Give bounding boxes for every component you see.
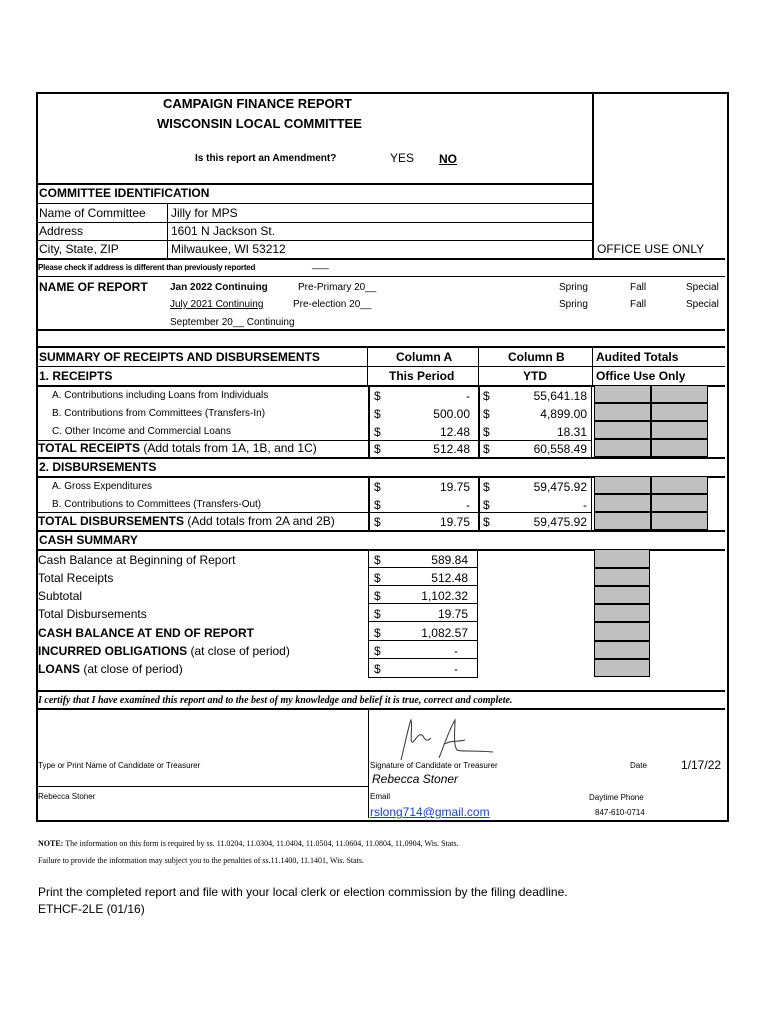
report-spring-1[interactable]: Spring — [559, 282, 588, 293]
audited-cell — [651, 494, 708, 512]
receipts-c-ytd[interactable]: 18.31 — [556, 425, 587, 439]
audited-cell — [651, 476, 708, 494]
report-title-line2: WISCONSIN LOCAL COMMITTEE — [157, 116, 362, 131]
amendment-question: Is this report an Amendment? — [195, 153, 337, 164]
committee-section-title: COMMITTEE IDENTIFICATION — [39, 186, 210, 200]
divider — [36, 512, 591, 513]
audited-cell — [651, 439, 708, 457]
audited-cell — [651, 403, 708, 421]
divider — [368, 603, 477, 604]
disbursements-b-period[interactable]: - — [466, 498, 470, 512]
city-label: City, State, ZIP — [39, 242, 119, 256]
receipts-b-ytd[interactable]: 4,899.00 — [540, 407, 587, 421]
filing-instruction: Print the completed report and file with your local clerk or election commission by the filing deadline. — [38, 885, 568, 899]
disbursements-total-bold: TOTAL DISBURSEMENTS — [38, 514, 185, 528]
currency-symbol: $ — [374, 515, 381, 529]
currency-symbol: $ — [374, 589, 381, 603]
divider — [368, 640, 477, 641]
committee-name-value[interactable]: Jilly for MPS — [171, 206, 238, 220]
print-name-label: Type or Print Name of Candidate or Treasurer — [38, 761, 201, 770]
audited-cell — [594, 476, 651, 494]
legal-note-label: NOTE: — [38, 839, 64, 848]
divider — [36, 222, 594, 223]
receipts-total-ytd[interactable]: 60,558.49 — [533, 442, 587, 456]
divider — [478, 346, 479, 386]
divider — [36, 346, 725, 348]
divider — [36, 183, 594, 185]
cash-subtotal-label: Subtotal — [38, 589, 83, 603]
divider — [36, 329, 725, 331]
disbursements-b-ytd[interactable]: - — [583, 498, 587, 512]
divider — [368, 621, 477, 622]
divider — [36, 258, 725, 260]
currency-symbol: $ — [374, 498, 381, 512]
receipts-total-period[interactable]: 512.48 — [433, 442, 470, 456]
address-label: Address — [39, 224, 84, 238]
currency-symbol: $ — [374, 626, 381, 640]
divider — [36, 708, 725, 710]
divider — [36, 530, 725, 532]
address-change-note: Please check if address is different than previously reported — [38, 263, 256, 272]
report-title-line1: CAMPAIGN FINANCE REPORT — [163, 96, 352, 111]
currency-symbol: $ — [483, 480, 490, 494]
report-spring-2[interactable]: Spring — [559, 299, 588, 310]
audited-cell — [594, 403, 651, 421]
audited-cell — [594, 568, 650, 586]
audited-cell — [594, 622, 650, 641]
currency-symbol: $ — [483, 389, 490, 403]
divider — [368, 585, 477, 586]
receipts-b-period[interactable]: 500.00 — [433, 407, 470, 421]
receipts-a-period[interactable]: - — [466, 389, 470, 403]
obligations-value[interactable]: - — [454, 644, 458, 658]
certify-statement: I certify that I have examined this report and to the best of my knowledge and belief it is true, correct and complete. — [38, 695, 513, 706]
disbursements-total-period[interactable]: 19.75 — [439, 515, 470, 529]
receipts-b-label: B. Contributions from Committees (Transfers-In) — [52, 408, 266, 419]
currency-symbol: $ — [374, 571, 381, 585]
currency-symbol: $ — [374, 553, 381, 567]
cash-summary-title: CASH SUMMARY — [39, 533, 138, 547]
committee-name-label: Name of Committee — [39, 206, 146, 220]
report-sept[interactable]: September 20__ Continuing — [170, 317, 295, 328]
currency-symbol: $ — [483, 498, 490, 512]
currency-symbol: $ — [483, 425, 490, 439]
amendment-no[interactable]: NO — [439, 152, 457, 166]
loans-label — [38, 662, 183, 676]
divider — [36, 457, 725, 459]
column-a-sub: This Period — [389, 369, 455, 383]
currency-symbol: $ — [374, 480, 381, 494]
currency-symbol: $ — [374, 662, 381, 676]
obligations-label — [38, 644, 290, 658]
currency-symbol: $ — [483, 442, 490, 456]
divider — [167, 203, 168, 258]
receipts-total-label — [38, 441, 317, 455]
date-label: Date — [630, 761, 647, 770]
audited-cell — [651, 385, 708, 403]
legal-note-penalty: Failure to provide the information may subject you to the penalties of ss.11.1400, 11.1401, Wis. Stats. — [38, 856, 365, 865]
currency-symbol: $ — [483, 515, 490, 529]
disbursements-total-ytd[interactable]: 59,475.92 — [533, 515, 587, 529]
print-name-value[interactable]: Rebecca Stoner — [38, 792, 96, 801]
amendment-yes[interactable]: YES — [390, 151, 415, 165]
email-label: Email — [370, 792, 391, 801]
receipts-c-period[interactable]: 12.48 — [439, 425, 470, 439]
divider — [368, 567, 477, 568]
report-preelection[interactable]: Pre-election 20__ — [293, 299, 372, 310]
report-jan[interactable]: Jan 2022 Continuing — [170, 282, 268, 293]
email-link[interactable]: rslong714@gmail.com — [370, 805, 490, 819]
signature-label: Signature of Candidate or Treasurer — [370, 761, 498, 770]
signature-image — [395, 714, 505, 764]
audited-header: Audited Totals — [596, 350, 679, 364]
phone-label: Daytime Phone — [589, 793, 644, 802]
office-use-only: OFFICE USE ONLY — [597, 242, 705, 256]
date-value[interactable]: 1/17/22 — [681, 758, 722, 772]
receipts-total-rest: (Add totals from 1A, 1B, and 1C) — [140, 441, 317, 455]
divider — [36, 786, 368, 787]
summary-title: SUMMARY OF RECEIPTS AND DISBURSEMENTS — [39, 350, 320, 364]
report-fall-2[interactable]: Fall — [630, 299, 647, 310]
cash-disbursements-label: Total Disbursements — [38, 607, 147, 621]
receipts-a-label: A. Contributions including Loans from Individuals — [52, 390, 269, 401]
address-value[interactable]: 1601 N Jackson St. — [171, 224, 276, 238]
audited-cell — [594, 549, 650, 568]
divider — [367, 346, 368, 386]
column-b-header: Column B — [508, 350, 565, 364]
city-value[interactable]: Milwaukee, WI 53212 — [171, 242, 286, 256]
disbursements-b-label: B. Contributions to Committees (Transfers-Out) — [52, 499, 262, 510]
report-special-1[interactable]: Special — [686, 282, 719, 293]
audited-cell — [594, 641, 650, 659]
currency-symbol: $ — [374, 442, 381, 456]
address-change-checkbox[interactable]: ___ — [312, 259, 329, 270]
form-id: ETHCF-2LE (01/16) — [38, 902, 145, 916]
audited-cell — [594, 659, 650, 677]
audited-cell — [594, 586, 650, 604]
report-special-2[interactable]: Special — [686, 299, 719, 310]
currency-symbol: $ — [374, 389, 381, 403]
divider — [592, 92, 594, 260]
audited-cell — [594, 421, 651, 439]
loans-value[interactable]: - — [454, 662, 458, 676]
divider — [36, 690, 725, 692]
currency-symbol: $ — [374, 425, 381, 439]
audited-cell — [594, 512, 651, 530]
currency-symbol: $ — [374, 407, 381, 421]
divider — [36, 276, 725, 277]
audited-cell — [651, 421, 708, 439]
obligations-bold: INCURRED OBLIGATIONS — [38, 644, 188, 658]
receipts-title: 1. RECEIPTS — [39, 369, 113, 383]
cash-subtotal-value[interactable]: 1,102.32 — [421, 589, 468, 603]
audited-cell — [594, 439, 651, 457]
divider — [368, 708, 369, 818]
obligations-rest: (at close of period) — [187, 644, 290, 658]
divider — [36, 203, 594, 204]
audited-cell — [651, 512, 708, 530]
report-july[interactable]: July 2021 Continuing — [170, 299, 264, 310]
divider — [592, 346, 593, 386]
cash-begin-value[interactable]: 589.84 — [431, 553, 468, 567]
cash-begin-label: Cash Balance at Beginning of Report — [38, 553, 236, 567]
receipts-a-ytd[interactable]: 55,641.18 — [533, 389, 587, 403]
legal-note-text: The information on this form is required by ss. 11.0204, 11.0304, 11.0404, 11.0504, 11.0604, 11.0804, 11.0904, Wis. Stats. — [63, 839, 459, 848]
cash-disbursements-value[interactable]: 19.75 — [437, 607, 468, 621]
column-b-sub: YTD — [523, 369, 547, 383]
divider — [368, 658, 477, 659]
disbursements-total-rest: (Add totals from 2A and 2B) — [184, 514, 335, 528]
divider — [36, 240, 594, 241]
currency-symbol: $ — [374, 607, 381, 621]
cash-receipts-value[interactable]: 512.48 — [431, 571, 468, 585]
loans-rest: (at close of period) — [80, 662, 183, 676]
signer-typed-name: Rebecca Stoner — [372, 772, 459, 786]
phone-value[interactable]: 847-610-0714 — [595, 808, 645, 817]
disbursements-a-label: A. Gross Expenditures — [52, 481, 153, 492]
cash-end-value[interactable]: 1,082.57 — [421, 626, 468, 640]
legal-note — [38, 839, 459, 848]
receipts-c-label: C. Other Income and Commercial Loans — [52, 426, 231, 437]
disbursements-a-period[interactable]: 19.75 — [439, 480, 470, 494]
report-fall-1[interactable]: Fall — [630, 282, 647, 293]
cash-receipts-label: Total Receipts — [38, 571, 114, 585]
divider — [36, 366, 725, 367]
currency-symbol: $ — [374, 644, 381, 658]
report-preprimary[interactable]: Pre-Primary 20__ — [298, 282, 377, 293]
audited-cell — [594, 604, 650, 622]
audited-sub: Office Use Only — [596, 369, 686, 383]
audited-cell — [594, 494, 651, 512]
cash-end-label: CASH BALANCE AT END OF REPORT — [38, 626, 254, 640]
audited-cell — [594, 385, 651, 403]
disbursements-title: 2. DISBURSEMENTS — [39, 460, 157, 474]
loans-bold: LOANS — [38, 662, 80, 676]
report-name-label: NAME OF REPORT — [39, 280, 148, 294]
receipts-total-bold: TOTAL RECEIPTS — [38, 441, 141, 455]
disbursements-total-label — [38, 514, 335, 528]
disbursements-a-ytd[interactable]: 59,475.92 — [533, 480, 587, 494]
currency-symbol: $ — [483, 407, 490, 421]
column-a-header: Column A — [396, 350, 453, 364]
